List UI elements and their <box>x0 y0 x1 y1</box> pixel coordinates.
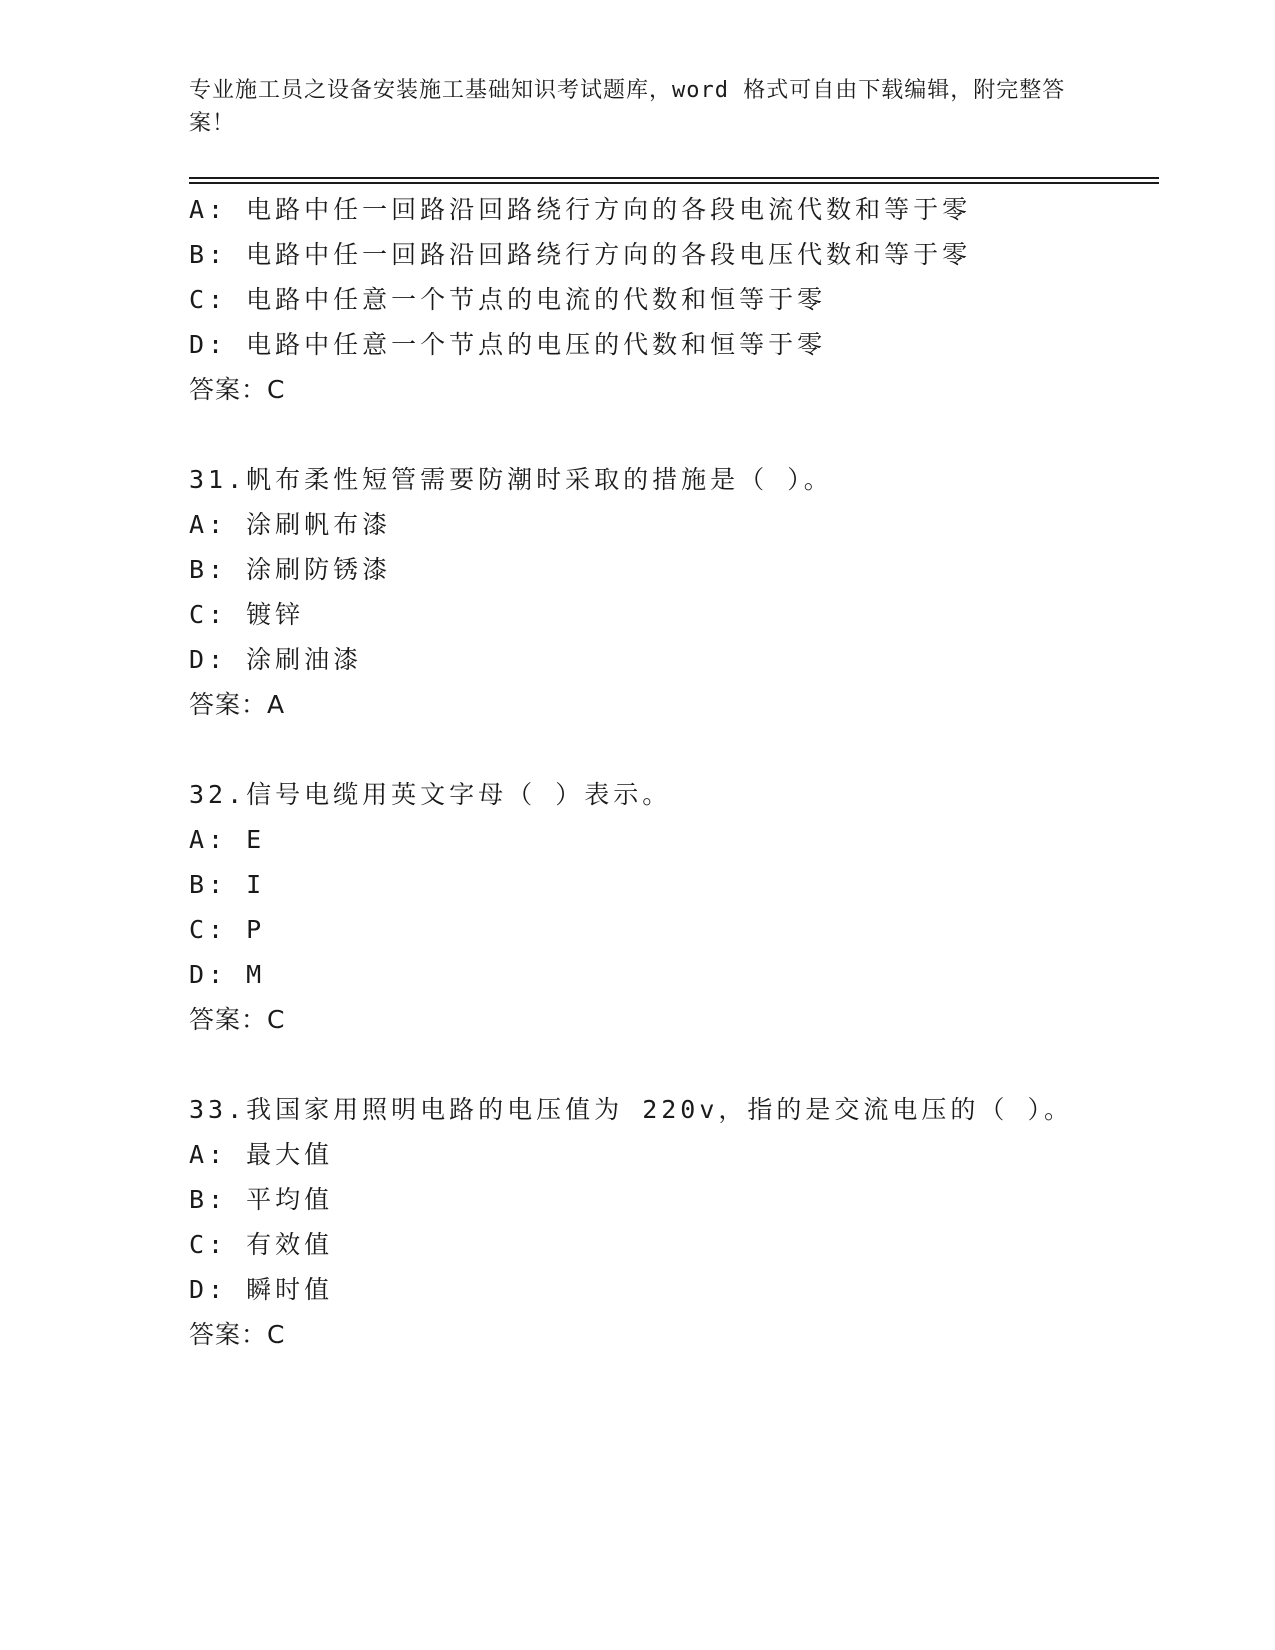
option-d: D: M <box>189 960 266 989</box>
option-b: B: 平均值 <box>189 1185 334 1214</box>
option-a: A: 电路中任一回路沿回路绕行方向的各段电流代数和等于零 <box>189 195 972 224</box>
document-header: 专业施工员之设备安装施工基础知识考试题库，word 格式可自由下载编辑，附完整答案！ <box>189 78 1066 136</box>
option-b: B: I <box>189 870 266 899</box>
option-b: B: 电路中任一回路沿回路绕行方向的各段电压代数和等于零 <box>189 240 972 269</box>
header-divider-bottom <box>189 182 1159 184</box>
option-a: A: 最大值 <box>189 1140 334 1169</box>
option-c: C: 镀锌 <box>189 600 305 629</box>
option-c: C: P <box>189 915 266 944</box>
header-divider-top <box>189 177 1159 179</box>
option-d: D: 涂刷油漆 <box>189 645 363 674</box>
answer-text: 答案：C <box>189 1320 286 1349</box>
option-a: A: E <box>189 825 266 854</box>
answer-text: 答案：C <box>189 375 286 404</box>
option-c: C: 有效值 <box>189 1230 334 1259</box>
question-32: 32.信号电缆用英文字母（ ）表示。 <box>189 780 672 809</box>
question-33: 33.我国家用照明电路的电压值为 220v，指的是交流电压的（ ）。 <box>189 1095 1073 1124</box>
option-d: D: 瞬时值 <box>189 1275 334 1304</box>
option-c: C: 电路中任意一个节点的电流的代数和恒等于零 <box>189 285 827 314</box>
answer-text: 答案：A <box>189 690 286 719</box>
answer-text: 答案：C <box>189 1005 286 1034</box>
option-a: A: 涂刷帆布漆 <box>189 510 392 539</box>
option-d: D: 电路中任意一个节点的电压的代数和恒等于零 <box>189 330 827 359</box>
question-31: 31.帆布柔性短管需要防潮时采取的措施是（ ）。 <box>189 465 833 494</box>
option-b: B: 涂刷防锈漆 <box>189 555 392 584</box>
